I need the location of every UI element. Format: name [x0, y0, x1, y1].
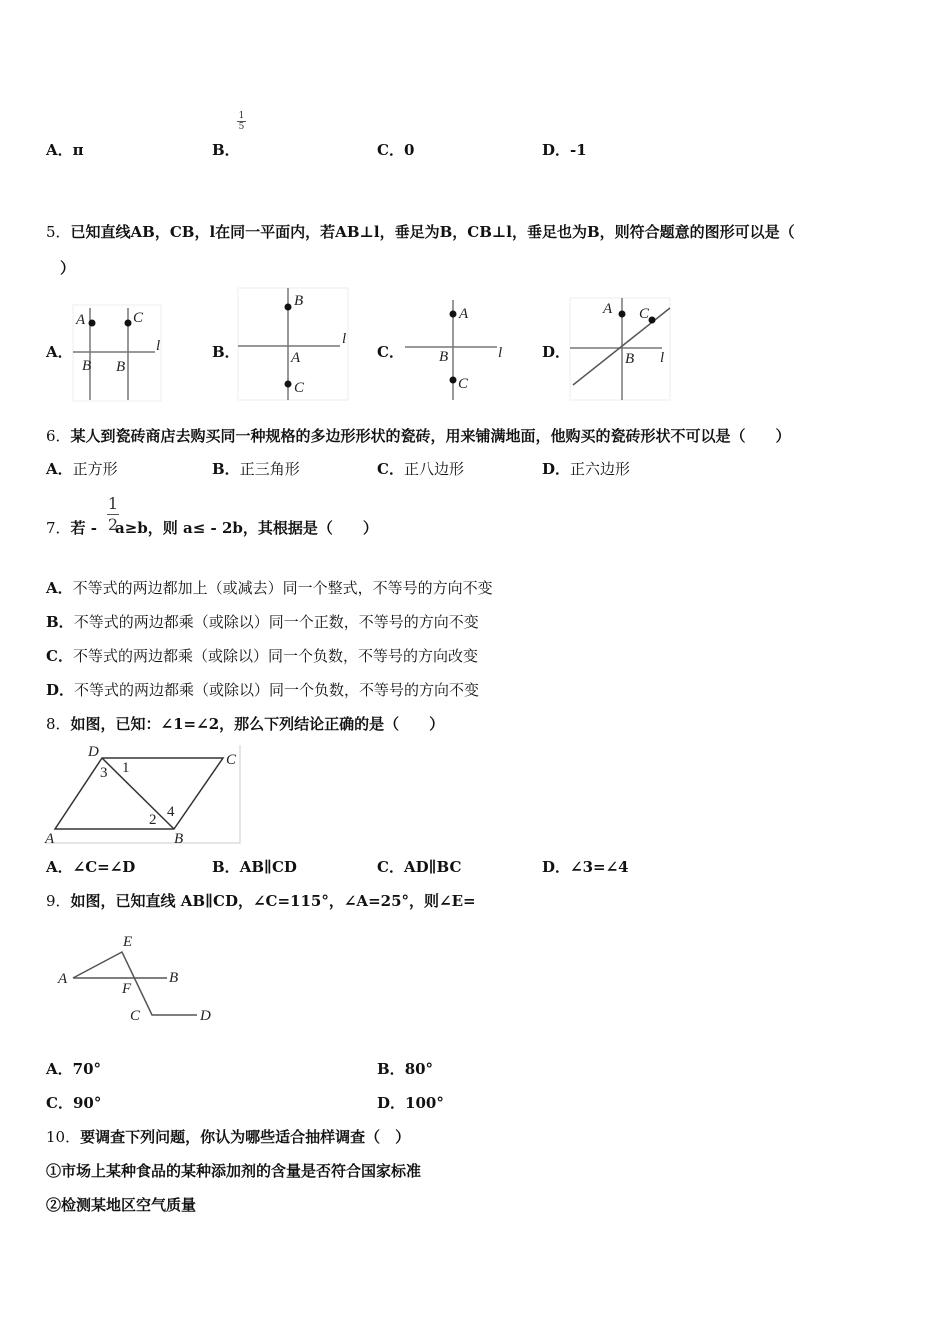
point-c-dot	[450, 377, 457, 384]
label-b: B	[169, 970, 179, 986]
label-l: l	[660, 350, 665, 366]
label-d: D	[200, 1008, 211, 1024]
option-text: 80°	[404, 1060, 434, 1078]
label-f: F	[122, 981, 132, 997]
option-letter: A．	[46, 141, 73, 159]
question-prefix: 若 -	[70, 519, 97, 537]
question-number: 6．	[46, 427, 71, 445]
option-text: 正六边形	[570, 460, 631, 478]
q9-option-c	[46, 1093, 101, 1113]
numerator: 1	[107, 494, 119, 513]
option-text: π	[72, 141, 84, 159]
option-letter: B．	[212, 141, 240, 159]
point-a-dot	[619, 311, 626, 318]
option-text: 90°	[72, 1094, 102, 1112]
option-letter: A．	[46, 1060, 73, 1078]
question-text: 如图，已知：∠1=∠2，那么下列结论正确的是（ ）	[70, 715, 445, 733]
question-text: a≥b，则 a≤ - 2b，其根据是（ ）	[115, 519, 378, 537]
label-d: D	[88, 744, 99, 760]
label-b: B	[82, 358, 92, 374]
question-number: 7．	[46, 519, 71, 537]
point-c-dot	[125, 320, 132, 327]
q8-option-d	[542, 857, 629, 877]
label-l: l	[498, 345, 503, 361]
option-text: 不等式的两边都加上（或减去）同一个整式，不等号的方向不变	[72, 579, 493, 597]
numerator: 1	[238, 111, 245, 121]
label-b: B	[625, 351, 635, 367]
denominator: 2	[107, 515, 119, 534]
point-b-dot	[285, 304, 292, 311]
q7-fraction	[107, 494, 119, 535]
question-text: 某人到瓷砖商店去购买同一种规格的多边形形状的瓷砖，用来铺满地面，他购买的瓷砖形状不可以是（ ）	[70, 427, 791, 445]
option-letter: B．	[46, 613, 74, 631]
option-text: 正八边形	[403, 460, 464, 478]
point-a-dot	[450, 311, 457, 318]
q6-option-d	[542, 459, 630, 479]
label-a: A	[459, 306, 469, 322]
option-text: 正三角形	[239, 460, 300, 478]
label-a: A	[76, 312, 86, 328]
option-text: ∠3=∠4	[570, 858, 629, 876]
option-text: 100°	[405, 1094, 444, 1112]
question-number: 8．	[46, 715, 71, 733]
option-text: 不等式的两边都乘（或除以）同一个负数，不等号的方向不变	[74, 681, 480, 699]
q6-option-a	[46, 459, 118, 479]
q5-figure-a	[73, 305, 161, 401]
q8-option-b	[212, 857, 297, 877]
question-text: 已知直线AB，CB，l在同一平面内，若AB⊥l，垂足为B，CB⊥l，垂足也为B，则符合题意的图形可以是（	[70, 223, 795, 241]
label-a: A	[45, 831, 55, 847]
label-c: C	[294, 380, 305, 396]
label-e: E	[123, 934, 133, 950]
question-number: 10．	[46, 1128, 81, 1146]
label-a: A	[58, 971, 68, 987]
option-letter: A．	[46, 579, 73, 597]
label-c: C	[130, 1008, 141, 1024]
option-letter: B．	[212, 460, 240, 478]
q7-option-d	[46, 680, 479, 700]
q9-option-d	[377, 1093, 444, 1113]
option-letter: C．	[46, 647, 73, 665]
option-text: 正方形	[72, 460, 118, 478]
option-letter: B．	[377, 1060, 405, 1078]
question-text: 如图，已知直线 AB∥CD，∠C=115°，∠A=25°，则∠E=	[70, 892, 476, 910]
option-letter: D．	[46, 681, 75, 699]
label-c: C	[458, 376, 469, 392]
q5-option-b-letter: B．	[212, 343, 240, 361]
question-number: 5．	[46, 223, 71, 241]
label-l: l	[156, 338, 161, 354]
q6-option-b	[212, 459, 300, 479]
option-text: AD∥BC	[403, 858, 462, 876]
label-c: C	[639, 306, 650, 322]
q5-figure-d	[570, 298, 670, 400]
option-letter: B．	[212, 858, 240, 876]
option-letter: C．	[377, 460, 404, 478]
q9-option-b	[377, 1059, 433, 1079]
q5-option-d-letter: D．	[542, 343, 571, 361]
label-b: B	[439, 349, 449, 365]
option-text: 不等式的两边都乘（或除以）同一个负数，不等号的方向改变	[72, 647, 478, 665]
label-a: A	[603, 301, 613, 317]
angle-1-label: 1	[122, 760, 130, 776]
option-letter: D．	[542, 858, 571, 876]
q5-question-cont: ）	[60, 259, 76, 277]
option-letter: C．	[377, 858, 404, 876]
question-number: 9．	[46, 892, 71, 910]
label-b: B	[294, 293, 304, 309]
option-text: 0	[403, 141, 415, 159]
q10-item-1: ①市场上某种食品的某种添加剂的含量是否符合国家标准	[46, 1162, 422, 1180]
q5-figure-b	[238, 288, 348, 400]
point-c-dot	[285, 381, 292, 388]
q7-option-b	[46, 612, 479, 632]
option-letter: A．	[46, 858, 73, 876]
q9-question	[46, 891, 476, 911]
angle-2-label: 2	[149, 812, 157, 828]
angle-3-label: 3	[100, 765, 108, 781]
q10-item-2: ②检测某地区空气质量	[46, 1196, 197, 1214]
q5-figure-c	[405, 300, 497, 400]
q5-option-a-letter: A．	[46, 343, 73, 361]
label-c: C	[133, 310, 144, 326]
q8-figure	[45, 745, 240, 843]
angle-4-label: 4	[167, 804, 175, 820]
option-letter: A．	[46, 460, 73, 478]
q8-question	[46, 714, 444, 734]
label-l: l	[342, 331, 347, 347]
point-a-dot	[89, 320, 96, 327]
q6-question	[46, 426, 791, 446]
label-b: B	[174, 831, 184, 847]
q6-option-c	[377, 459, 464, 479]
q8-option-a	[46, 857, 135, 877]
option-text: 70°	[72, 1060, 102, 1078]
option-letter: D．	[377, 1094, 406, 1112]
q7-question	[46, 518, 378, 538]
option-text: AB∥CD	[239, 858, 297, 876]
option-letter: D．	[542, 460, 571, 478]
q7-option-a	[46, 578, 493, 598]
q9-figure	[73, 952, 197, 1015]
label-a: A	[291, 350, 301, 366]
option-letter: D．	[542, 141, 571, 159]
label-b: B	[116, 359, 126, 375]
q8-option-c	[377, 857, 461, 877]
q9-option-a	[46, 1059, 101, 1079]
point-c-dot	[649, 317, 656, 324]
q7-option-c	[46, 646, 478, 666]
option-text: -1	[570, 141, 587, 159]
option-text: ∠C=∠D	[72, 858, 136, 876]
q10-question	[46, 1127, 410, 1147]
option-text: 不等式的两边都乘（或除以）同一个正数，不等号的方向不变	[73, 613, 479, 631]
option-letter: C．	[46, 1094, 73, 1112]
denominator: 5	[238, 122, 245, 132]
question-text: 要调查下列问题，你认为哪些适合抽样调查（ ）	[80, 1128, 411, 1146]
label-c: C	[226, 752, 237, 768]
option-letter: C．	[377, 141, 404, 159]
q5-option-c-letter: C．	[377, 343, 404, 361]
